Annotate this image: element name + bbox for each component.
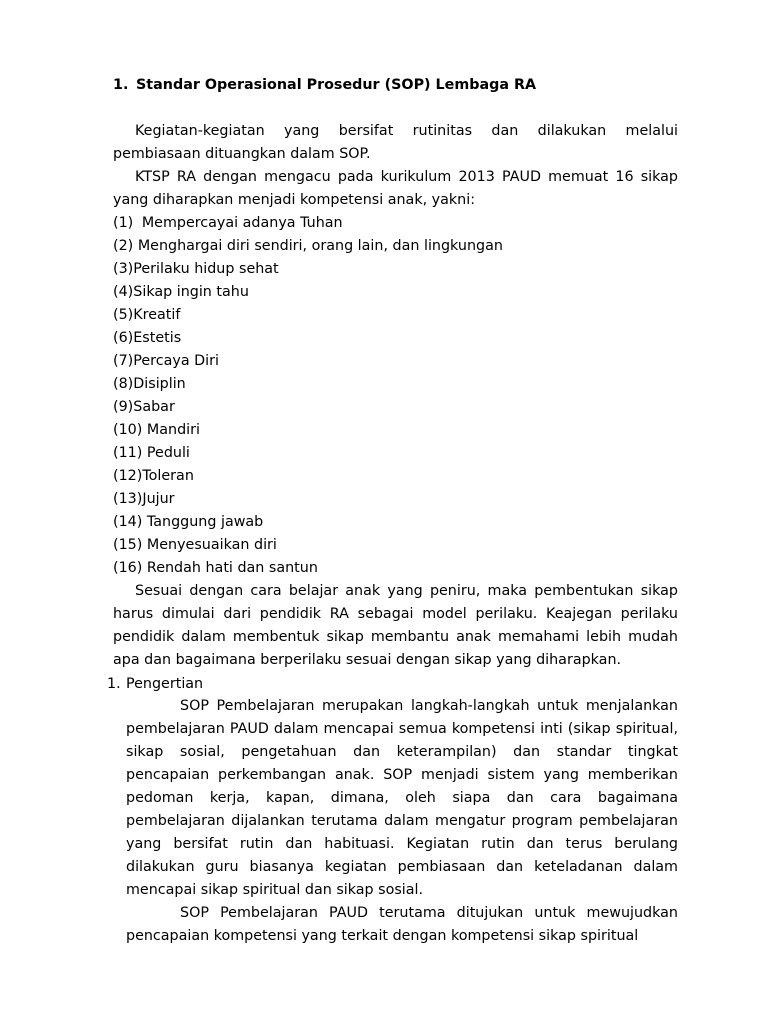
attitude-item bbox=[113, 442, 678, 465]
attitude-number: (10) bbox=[113, 422, 143, 438]
subsection-number: 1. bbox=[107, 676, 121, 692]
attitude-number: (14) bbox=[113, 514, 143, 530]
attitude-number: (16) bbox=[113, 560, 143, 576]
attitude-item bbox=[113, 511, 678, 534]
attitude-number: (9) bbox=[113, 399, 134, 415]
attitude-number: (15) bbox=[113, 537, 143, 553]
attitude-label: Disiplin bbox=[133, 376, 186, 392]
attitude-label: Perilaku hidup sehat bbox=[133, 261, 279, 277]
attitude-number: (8) bbox=[113, 376, 134, 392]
attitude-number: (5) bbox=[113, 307, 134, 323]
attitude-label: Mandiri bbox=[146, 422, 200, 438]
attitude-item bbox=[113, 212, 678, 235]
attitude-number: (3) bbox=[113, 261, 134, 277]
attitude-number: (7) bbox=[113, 353, 134, 369]
attitude-item bbox=[113, 465, 678, 488]
subsection-title: Pengertian bbox=[126, 676, 204, 692]
attitude-number: (11) bbox=[113, 445, 143, 461]
attitude-number: (13) bbox=[113, 491, 143, 507]
attitude-item bbox=[113, 235, 678, 258]
section-title: Standar Operasional Prosedur (SOP) Lembaga RA bbox=[136, 77, 537, 93]
attitude-label: Kreatif bbox=[133, 307, 181, 323]
attitude-label: Rendah hati dan santun bbox=[146, 560, 318, 576]
section-number: 1. bbox=[113, 77, 129, 93]
attitude-list bbox=[113, 212, 678, 580]
attitude-label: Estetis bbox=[133, 330, 182, 346]
attitude-item bbox=[113, 304, 678, 327]
attitude-label: Sabar bbox=[133, 399, 175, 415]
attitude-number: (2) bbox=[113, 238, 134, 254]
attitude-item bbox=[113, 488, 678, 511]
attitude-label: Percaya Diri bbox=[133, 353, 219, 369]
attitude-item bbox=[113, 350, 678, 373]
attitude-label: Peduli bbox=[146, 445, 190, 461]
attitude-item bbox=[113, 534, 678, 557]
attitude-label: Menghargai diri sendiri, orang lain, dan lingkungan bbox=[137, 238, 503, 254]
attitude-item bbox=[113, 373, 678, 396]
attitude-label: Tanggung jawab bbox=[146, 514, 264, 530]
attitude-number: (12) bbox=[113, 468, 143, 484]
attitude-label: Toleran bbox=[142, 468, 194, 484]
intro-paragraph: Kegiatan-kegiatan yang bersifat rutinitas dan dilakukan melalui pembiasaan dituangkan dalam SOP. bbox=[113, 123, 678, 162]
attitude-item bbox=[113, 396, 678, 419]
attitude-label: Mempercayai adanya Tuhan bbox=[141, 215, 343, 231]
attitude-item bbox=[113, 281, 678, 304]
section-heading bbox=[113, 74, 536, 97]
attitude-label: Sikap ingin tahu bbox=[133, 284, 249, 300]
subsection-heading bbox=[107, 673, 203, 696]
attitude-label: Menyesuaikan diri bbox=[146, 537, 277, 553]
attitude-item bbox=[113, 557, 678, 580]
attitude-label: Jujur bbox=[142, 491, 175, 507]
attitude-item bbox=[113, 327, 678, 350]
definition-paragraph: SOP Pembelajaran merupakan langkah-langkah untuk menjalankan pembelajaran PAUD dalam mencapai semua kompetensi inti (sikap spiritual, sikap sosial, pengetahuan dan keterampilan) dan standar tingkat pencapaian perkembangan anak. SOP menjadi sistem yang memberikan pedoman kerja, kapan, dimana, oleh siapa dan cara bagaimana pembelajaran dijalankan terutama dalam mengatur program pembelajaran yang bersifat rutin dan habituasi. Kegiatan rutin dan terus berulang dilakukan guru biasanya kegiatan pembiasaan dan keteladanan dalam mencapai sikap spiritual dan sikap sosial. bbox=[126, 698, 678, 898]
purpose-paragraph: SOP Pembelajaran PAUD terutama ditujukan untuk mewujudkan pencapaian kompetensi yang terkait dengan kompetensi sikap spiritual bbox=[126, 905, 678, 944]
modeling-paragraph: Sesuai dengan cara belajar anak yang peniru, maka pembentukan sikap harus dimulai dari pendidik RA sebagai model perilaku. Keajegan perilaku pendidik dalam membentuk sikap membantu anak memahami lebih mudah apa dan bagaimana berperilaku sesuai dengan sikap yang diharapkan. bbox=[113, 583, 678, 668]
ktsp-paragraph: KTSP RA dengan mengacu pada kurikulum 2013 PAUD memuat 16 sikap yang diharapkan menjadi kompetensi anak, yakni: bbox=[113, 169, 678, 208]
attitude-number: (4) bbox=[113, 284, 134, 300]
attitude-item bbox=[113, 258, 678, 281]
attitude-number: (6) bbox=[113, 330, 134, 346]
attitude-item bbox=[113, 419, 678, 442]
attitude-number: (1) bbox=[113, 215, 134, 231]
